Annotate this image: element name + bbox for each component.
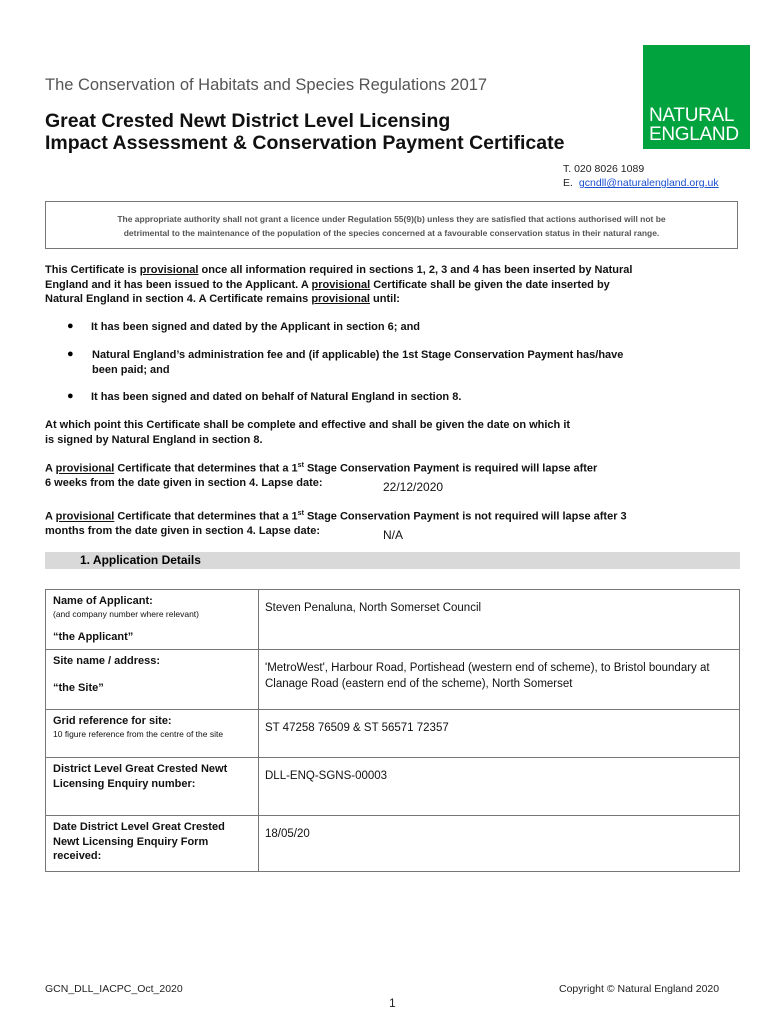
contact-info	[563, 162, 719, 190]
lapse-paragraph-not-required	[45, 507, 627, 539]
section-heading-text: 1. Application Details	[80, 553, 201, 567]
provisional-term: provisional	[55, 462, 115, 475]
grid-ref-label-cell	[46, 710, 259, 758]
intro-text: This Certificate is	[45, 264, 140, 276]
logo-text-natural: NATURAL	[649, 105, 735, 126]
site-address-value: 'MetroWest', Harbour Road, Portishead (western end of scheme), to Bristol boundary at Clanage Road (eastern end of the scheme), North Somerset	[259, 650, 740, 710]
provisional-term: provisional	[311, 278, 371, 291]
bullet-icon: ●	[67, 320, 74, 332]
footer-document-code: GCN_DLL_IACPC_Oct_2020	[45, 983, 183, 995]
field-label: District Level Great Crested Newt Licensing Enquiry number:	[53, 763, 228, 790]
lapse-text: A	[45, 510, 56, 523]
ordinal-suffix: st	[297, 510, 304, 517]
bullet-icon: ●	[67, 390, 74, 402]
complete-text: is signed by Natural England in section 8.	[45, 433, 263, 446]
section-heading-application-details	[45, 552, 740, 569]
intro-text: until:	[370, 293, 400, 305]
regulations-title: The Conservation of Habitats and Species Regulations 2017	[45, 76, 488, 94]
lapse-text: A	[45, 462, 56, 475]
page-number: 1	[389, 996, 396, 1010]
notice-line1: The appropriate authority shall not grant a licence under Regulation 55(9)(b) unless they are satisfied that actions authorised will not be	[117, 214, 666, 224]
bullet-text: Natural England’s administration fee and (if applicable) the 1st Stage Conservation Payment has/have	[92, 349, 624, 361]
email-prefix: E.	[563, 177, 573, 189]
table-row	[46, 590, 740, 650]
bullet-icon: ●	[67, 348, 74, 360]
application-details-table	[45, 589, 740, 872]
enquiry-date-value: 18/05/20	[259, 816, 740, 872]
provisional-term: provisional	[55, 510, 115, 523]
notice-line2: detrimental to the maintenance of the population of the species concerned at a favourable conservation status in their natural range.	[123, 228, 660, 238]
lapse-date-required: 22/12/2020	[383, 480, 444, 494]
field-label: Date District Level Great Crested Newt Licensing Enquiry Form received:	[53, 821, 225, 862]
intro-text: Certificate shall be given the date inserted by	[370, 278, 610, 291]
grid-reference-value: ST 47258 76509 & ST 56571 72357	[259, 710, 740, 758]
contact-email-row	[563, 176, 719, 190]
provisional-term: provisional	[311, 293, 370, 305]
bullet-text: been paid; and	[92, 363, 170, 376]
bullet-item-signed-applicant: It has been signed and dated by the Applicant in section 6; and	[91, 321, 421, 333]
field-hint: (and company number where relevant)	[53, 608, 199, 619]
intro-paragraph	[45, 263, 632, 307]
applicant-label-cell	[46, 590, 259, 650]
table-row	[46, 650, 740, 710]
regulation-notice-box	[45, 201, 738, 249]
complete-text: At which point this Certificate shall be complete and effective and shall be given the date on which it	[45, 419, 571, 431]
bullet-item-signed-natural-england: It has been signed and dated on behalf of Natural England in section 8.	[91, 391, 462, 403]
enquiry-number-value: DLL-ENQ-SGNS-00003	[259, 758, 740, 816]
certificate-title-line1: Great Crested Newt District Level Licensing	[45, 110, 451, 132]
field-label: Grid reference for site:	[53, 715, 172, 727]
intro-text: England and it has been issued to the Applicant. A	[45, 278, 312, 291]
field-label: Name of Applicant:	[53, 595, 153, 607]
lapse-text: months from the date given in section 4. Lapse date:	[45, 525, 321, 538]
lapse-paragraph-required	[45, 459, 597, 491]
field-alias: “the Site”	[53, 681, 104, 694]
logo-text-england: ENGLAND	[649, 124, 739, 145]
table-row	[46, 816, 740, 872]
lapse-text: Certificate that determines that a 1	[114, 510, 298, 523]
lapse-text: Stage Conservation Payment is required will lapse after	[303, 462, 598, 475]
field-hint: 10 figure reference from the centre of the site	[53, 728, 224, 739]
lapse-text: Stage Conservation Payment is not required will lapse after 3	[303, 510, 627, 523]
bullet-item-fee-paid	[92, 348, 623, 377]
provisional-term: provisional	[139, 264, 199, 276]
footer-copyright: Copyright © Natural England 2020	[559, 983, 720, 995]
complete-paragraph	[45, 418, 570, 447]
site-label-cell	[46, 650, 259, 710]
lapse-date-not-required: N/A	[383, 528, 404, 542]
certificate-title	[45, 110, 564, 154]
lapse-text: Certificate that determines that a 1	[114, 462, 298, 475]
intro-text: once all information required in sections 1, 2, 3 and 4 has been inserted by Natural	[198, 264, 633, 276]
certificate-title-line2: Impact Assessment & Conservation Payment Certificate	[45, 132, 565, 154]
contact-phone: T. 020 8026 1089	[563, 163, 645, 175]
intro-text: Natural England in section 4. A Certificate remains	[45, 293, 312, 305]
field-label: Site name / address:	[53, 655, 160, 667]
enquiry-date-label-cell	[46, 816, 259, 872]
lapse-text: 6 weeks from the date given in section 4. Lapse date:	[45, 477, 323, 490]
ordinal-suffix: st	[297, 462, 304, 469]
table-row	[46, 758, 740, 816]
table-row	[46, 710, 740, 758]
applicant-value: Steven Penaluna, North Somerset Council	[259, 590, 740, 650]
field-alias: “the Applicant”	[53, 630, 134, 643]
contact-email-link[interactable]: gcndll@naturalengland.org.uk	[578, 177, 719, 189]
natural-england-logo	[643, 45, 750, 149]
enquiry-number-label-cell	[46, 758, 259, 816]
